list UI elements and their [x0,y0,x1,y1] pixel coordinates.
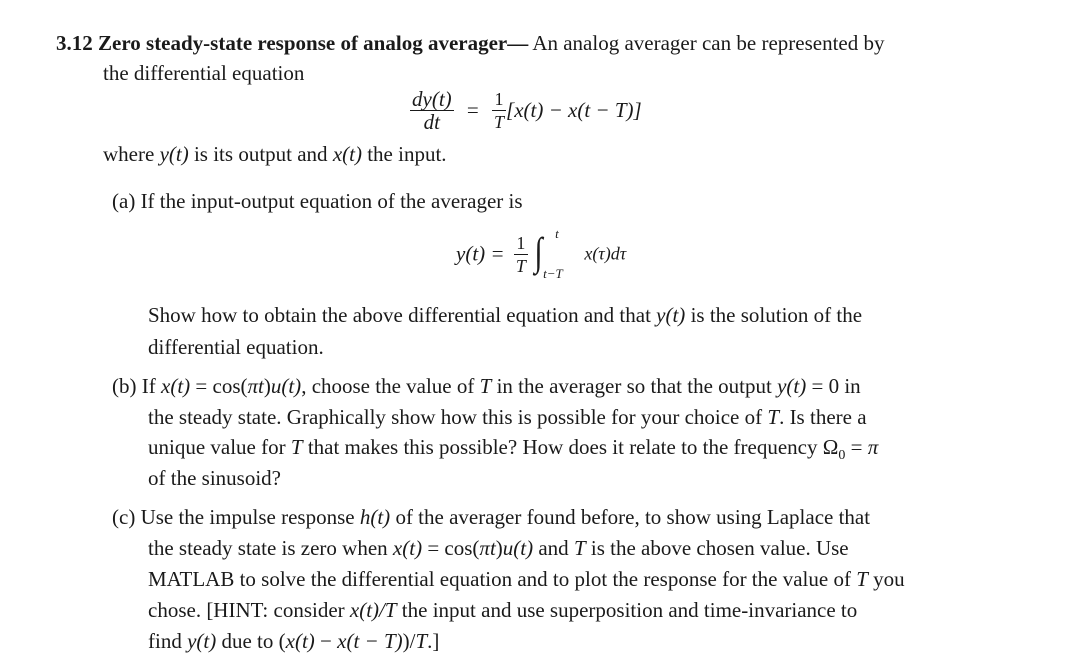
part-c-line5-text-1: find [148,629,188,653]
integral-sign: ∫ [534,229,543,274]
part-b-line1-math-3: u(t) [270,374,302,398]
part-c-line5-text-3: − [314,629,338,653]
eq1-lhs-numerator: dy(t) [412,87,452,111]
part-c-line2-math-1: x(t) [392,536,423,560]
eq2-frac-numerator: 1 [514,232,528,255]
eq2-fraction [514,232,528,277]
part-a-label: (a) [112,189,136,213]
part-c-line2-text-4: and [533,536,574,560]
part-b-line1 [112,373,861,399]
part-b-line3 [148,434,878,469]
part-b-line2-text-2: . Is there a [779,405,867,429]
part-b-line1-text-1: If [141,374,161,398]
problem-heading [56,30,884,56]
eq1-lhs-denominator: dt [423,110,440,134]
part-b-line1-text-3: ) [263,374,271,398]
part-b-label: (b) [112,374,137,398]
part-b-line4: of the sinusoid? [148,466,281,490]
part-b-line3-text-2: that makes this possible? How does it relate to the frequency Ω [302,435,839,459]
where-text-3: the input. [361,142,447,166]
eq2-frac-denominator: T [515,255,526,276]
problem-intro: An analog averager can be represented by [528,31,885,55]
part-b-line1-text-4: , choose the value of [301,374,480,398]
part-c-line2-math-4: T [573,536,586,560]
part-b-line3-text-3: = [845,435,868,459]
eq2-lhs: y(t) = [456,241,505,266]
part-b-line2 [148,404,867,430]
part-c-line4-text-2: the input and use superposition and time-invariance to [396,598,858,622]
part-c-line5-text-4: )/ [402,629,416,653]
part-c-line2-text-2: = cos( [422,536,480,560]
eq1-rhs-denominator: T [494,112,505,132]
problem-number: 3.12 [56,31,93,55]
part-c-line1-text-1: Use the impulse response [140,505,360,529]
part-c-line2 [148,535,849,561]
part-c-line3-text-2: you [867,567,905,591]
where-text-2: is its output and [188,142,333,166]
eq2-integral-block [533,226,579,282]
eq1-rhs-expression: [x(t) − x(t − T)] [506,98,642,122]
part-c-line4 [148,597,857,623]
part-b-line3-math-2: π [867,435,879,459]
part-b-line1-text-2: = cos( [190,374,248,398]
part-b-line1-text-5: in the averager so that the output [491,374,778,398]
integral-lower-limit: t−T [543,266,563,281]
part-c-line5-math-3: x(t − T) [337,629,403,653]
part-c-line5-math-4: T [415,629,428,653]
problem-intro-line2: the differential equation [103,61,305,85]
part-c-line5-math-1: y(t) [187,629,217,653]
part-b-line1-math-4: T [479,374,492,398]
eq1-equals: = [466,98,479,122]
part-a-line2: differential equation. [148,335,324,359]
part-b-line2-math-1: T [767,405,780,429]
part-c-line2-text-5: is the above chosen value. Use [585,536,849,560]
part-c-line5-text-2: due to ( [216,629,286,653]
eq1-rhs-fraction [492,88,506,133]
part-c-line2-math-3: u(t) [502,536,534,560]
part-c-line2-text-1: the steady state is zero when [148,536,393,560]
where-line [103,141,447,167]
part-b-line1-math-2: πt [247,374,264,398]
part-b-line3-text-1: unique value for [148,435,291,459]
part-b-line1-text-6: = 0 in [806,374,861,398]
where-math-y: y(t) [159,142,189,166]
eq1-rhs-numerator: 1 [492,88,506,111]
part-c-line2-math-2: πt [479,536,496,560]
part-c-line4-text-1: chose. [HINT: consider [148,598,350,622]
part-c-label: (c) [112,505,136,529]
part-c-line1-math-1: h(t) [359,505,391,529]
where-text-1: where [103,142,160,166]
part-c-line5-text-5: .] [427,629,440,653]
problem-title: Zero steady-state response of analog averager— [98,31,529,55]
part-a-line1 [148,302,862,328]
integral-equation [456,226,626,286]
part-a-line1-math-y: y(t) [656,303,686,327]
part-c-line5 [148,628,439,654]
part-a-line1-text-1: Show how to obtain the above differential equation and that [148,303,657,327]
part-b-line1-math-5: y(t) [777,374,807,398]
integral-upper-limit: t [555,226,559,241]
part-c-line4-math-1: x(t)/T [349,598,397,622]
where-math-x: x(t) [332,142,362,166]
part-b-line3-subscript: 0 [838,448,846,464]
differential-equation [410,88,642,133]
part-c-line5-math-2: x(t) [285,629,315,653]
part-c-line1 [112,504,870,530]
part-a-line1-text-2: is the solution of the [685,303,863,327]
part-c-line3-math-1: T [856,567,868,591]
part-b-line3-math-1: T [290,435,303,459]
eq2-integrand: x(τ)dτ [584,243,627,264]
part-b-line1-math-1: x(t) [161,374,191,398]
part-c-line3-text-1: MATLAB to solve the differential equation and to plot the response for the value of [148,567,857,591]
part-b-line2-text-1: the steady state. Graphically show how this is possible for your choice of [148,405,768,429]
part-c-line3 [148,566,905,592]
part-a-intro [112,188,523,214]
eq1-lhs-fraction [410,88,454,133]
part-c-line2-text-3: ) [495,536,503,560]
part-a-text: If the input-output equation of the averager is [140,189,523,213]
part-c-line1-text-2: of the averager found before, to show using Laplace that [390,505,871,529]
